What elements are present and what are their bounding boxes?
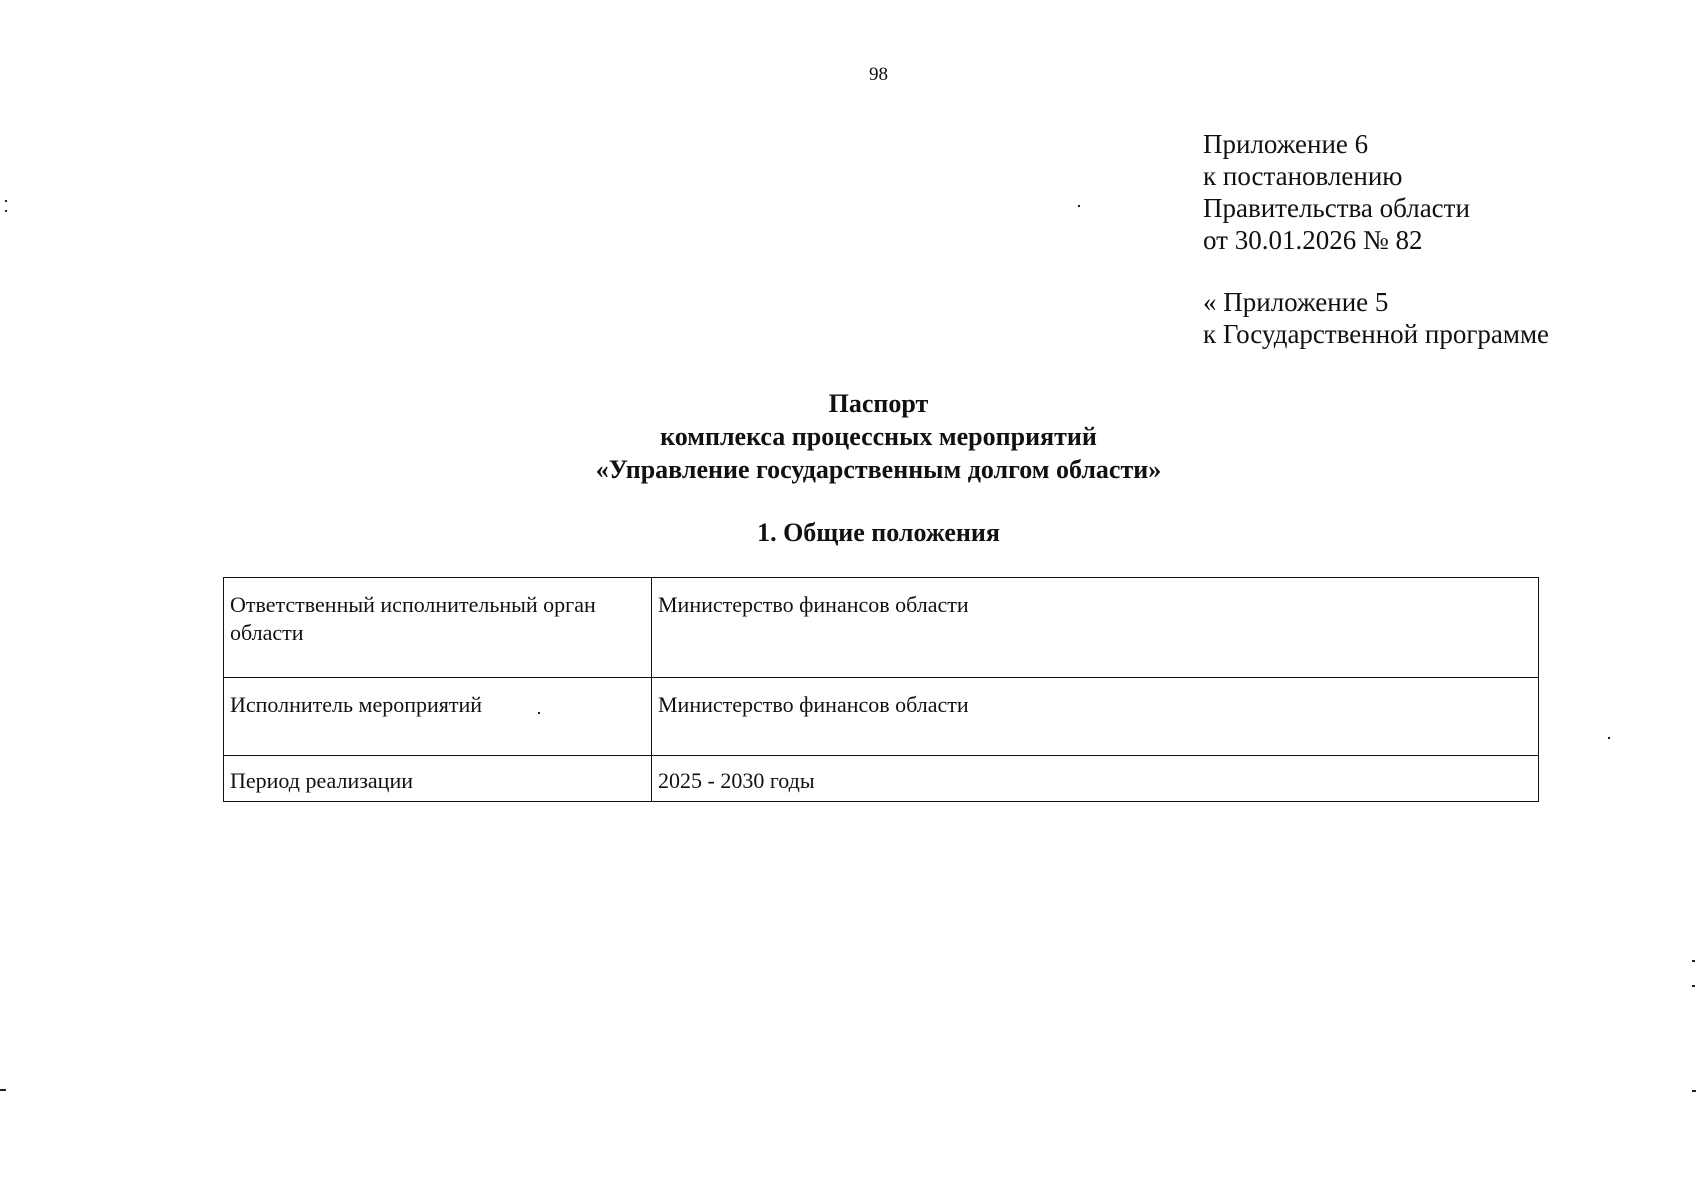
row-value: 2025 - 2030 годы: [652, 756, 1539, 802]
scan-speck: [1078, 205, 1080, 207]
scan-speck: [1692, 960, 1695, 962]
row-label: Ответственный исполнительный орган области: [224, 578, 652, 678]
row-label: Исполнитель мероприятий: [224, 678, 652, 756]
appendix-line: от 30.01.2026 № 82: [1203, 225, 1423, 255]
previous-appendix-line: к Государственной программе: [1203, 319, 1550, 349]
row-value: Министерство финансов области: [652, 578, 1539, 678]
title-line: комплекса процессных мероприятий: [660, 422, 1097, 451]
table-row: [224, 756, 1539, 802]
scan-speck: [1692, 985, 1695, 987]
appendix-line: Правительства области: [1203, 193, 1470, 223]
scan-speck: [5, 210, 7, 212]
scan-speck: [5, 200, 7, 202]
scan-speck: [1608, 737, 1610, 739]
scan-speck: [538, 712, 540, 714]
previous-appendix-line: « Приложение 5: [1203, 287, 1389, 317]
page-number: 98: [869, 64, 888, 85]
appendix-line: к постановлению: [1203, 161, 1403, 191]
passport-table: [223, 577, 1539, 802]
scan-speck: [1692, 1090, 1696, 1092]
row-label: Период реализации: [224, 756, 652, 802]
appendix-line: Приложение 6: [1203, 129, 1369, 159]
table-row: [224, 578, 1539, 678]
scan-speck: [0, 1089, 6, 1091]
title-line: Паспорт: [828, 389, 929, 418]
row-value: Министерство финансов области: [652, 678, 1539, 756]
document-title: [0, 387, 1697, 486]
appendix-block: [1203, 128, 1549, 350]
title-line: «Управление государственным долгом области»: [595, 455, 1162, 484]
section-heading: 1. Общие положения: [757, 518, 1000, 547]
table-row: [224, 678, 1539, 756]
